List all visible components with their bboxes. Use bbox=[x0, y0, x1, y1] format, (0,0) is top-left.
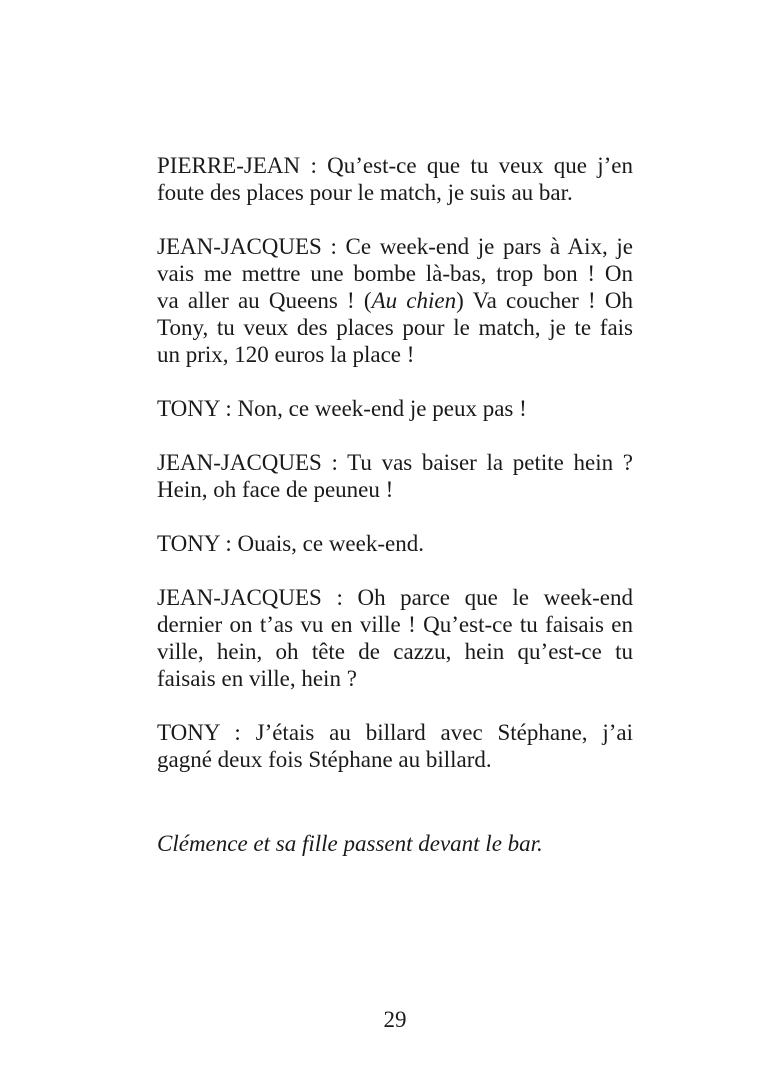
page-text bbox=[157, 152, 633, 857]
dialogue-paragraph-tony bbox=[157, 719, 633, 773]
dialogue-line: Tony, tu veux des places pour le match, je te fais bbox=[157, 315, 633, 340]
dialogue-line: JEAN-JACQUES : Oh parce que le week-end bbox=[157, 585, 633, 610]
dialogue-line: Hein, oh face de peuneu ! bbox=[157, 477, 394, 502]
dialogue-line: un prix, 120 euros la place ! bbox=[157, 342, 415, 367]
page-number: 29 bbox=[383, 1007, 407, 1032]
dialogue-line: faisais en ville, hein ? bbox=[157, 666, 357, 691]
dialogue-line: TONY : Ouais, ce week-end. bbox=[157, 531, 424, 556]
dialogue-line: gagné deux fois Stéphane au billard. bbox=[157, 747, 492, 772]
dialogue-paragraph-jean-jacques bbox=[157, 584, 633, 692]
dialogue-line: vais me mettre une bombe là-bas, trop bon ! On bbox=[157, 261, 633, 286]
stage-cue-inline: Au chien bbox=[371, 288, 457, 313]
dialogue-paragraph-tony bbox=[157, 530, 633, 557]
dialogue-line: PIERRE-JEAN : Qu’est-ce que tu veux que j’en bbox=[157, 153, 633, 178]
dialogue-line: JEAN-JACQUES : Tu vas baiser la petite hein ? bbox=[157, 450, 633, 475]
dialogue-line: JEAN-JACQUES : Ce week-end je pars à Aix, je bbox=[157, 234, 633, 259]
dialogue-text: ) Va coucher ! Oh bbox=[456, 288, 633, 313]
dialogue-paragraph-jean-jacques bbox=[157, 233, 633, 368]
dialogue-paragraph-tony bbox=[157, 395, 633, 422]
dialogue-line: TONY : Non, ce week-end je peux pas ! bbox=[157, 396, 527, 421]
dialogue-text: va aller au Queens ! ( bbox=[157, 288, 372, 313]
stage-direction: Clémence et sa fille passent devant le bar. bbox=[157, 831, 543, 856]
dialogue-line: foute des places pour le match, je suis au bar. bbox=[157, 180, 573, 205]
dialogue-line: dernier on t’as vu en ville ! Qu’est-ce tu faisais en bbox=[157, 612, 633, 637]
dialogue-paragraph-jean-jacques bbox=[157, 449, 633, 503]
dialogue-line: ville, hein, oh tête de cazzu, hein qu’est-ce tu bbox=[157, 639, 633, 664]
dialogue-paragraph-pierre-jean bbox=[157, 152, 633, 206]
dialogue-line bbox=[157, 287, 633, 314]
dialogue-line: TONY : J’étais au billard avec Stéphane, j’ai bbox=[157, 720, 633, 745]
